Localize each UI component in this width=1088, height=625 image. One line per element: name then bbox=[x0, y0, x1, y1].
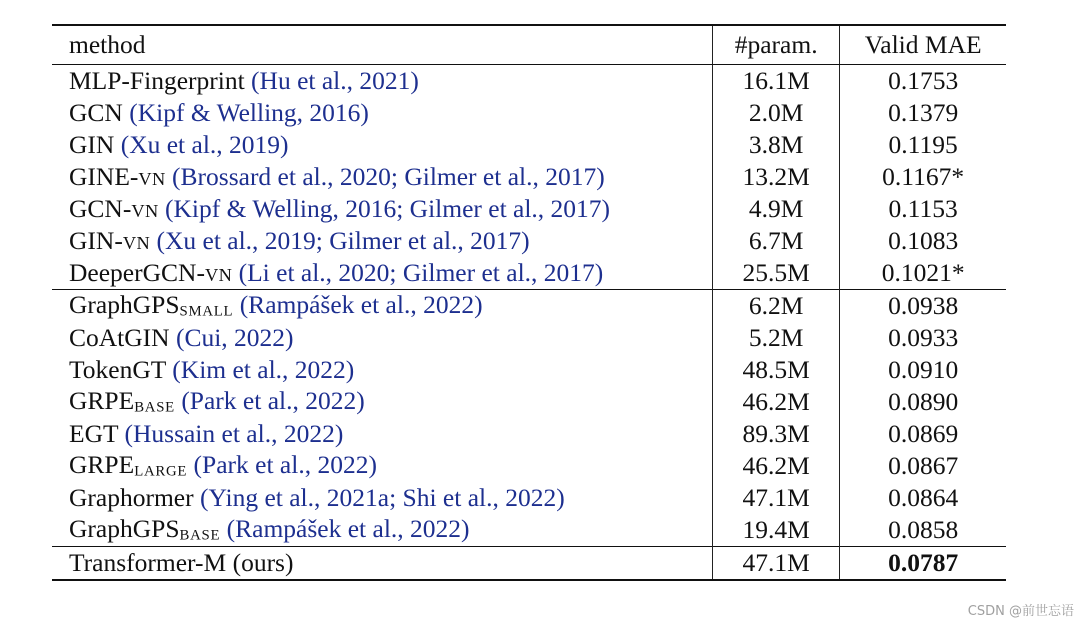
params-cell: 47.1M bbox=[713, 547, 840, 581]
method-cell bbox=[52, 322, 713, 354]
citation: (Brossard et al., 2020; Gilmer et al., 2017) bbox=[172, 162, 605, 192]
citation: (Kipf & Welling, 2016; Gilmer et al., 2017) bbox=[164, 194, 611, 224]
mae-cell-best: 0.0787 bbox=[840, 547, 1006, 581]
params-cell: 46.2M bbox=[713, 450, 840, 482]
table-row bbox=[52, 322, 1006, 354]
table-row bbox=[52, 65, 1006, 98]
table-row bbox=[52, 129, 1006, 161]
mae-cell: 0.0910 bbox=[840, 354, 1006, 386]
table-row-ours bbox=[52, 547, 1006, 581]
results-table bbox=[52, 24, 1006, 581]
method-name: MLP-Fingerprint bbox=[69, 66, 245, 96]
params-cell: 47.1M bbox=[713, 482, 840, 514]
method-cell bbox=[52, 386, 713, 418]
citation: (Li et al., 2020; Gilmer et al., 2017) bbox=[238, 258, 604, 288]
table-row bbox=[52, 450, 1006, 482]
method-cell bbox=[52, 161, 713, 193]
method-name: GraphGPS bbox=[69, 514, 180, 544]
method-cell bbox=[52, 129, 713, 161]
mae-cell: 0.0864 bbox=[840, 482, 1006, 514]
citation: (Hussain et al., 2022) bbox=[124, 419, 344, 449]
method-subscript: SMALL bbox=[179, 303, 234, 320]
citation: (Xu et al., 2019) bbox=[120, 130, 289, 160]
params-cell: 2.0M bbox=[713, 97, 840, 129]
mae-cell: 0.1379 bbox=[840, 97, 1006, 129]
mae-cell: 0.1195 bbox=[840, 129, 1006, 161]
params-cell: 5.2M bbox=[713, 322, 840, 354]
params-cell: 16.1M bbox=[713, 65, 840, 98]
method-name: GRPE bbox=[69, 450, 135, 480]
citation: (Park et al., 2022) bbox=[181, 386, 365, 416]
params-cell: 46.2M bbox=[713, 386, 840, 418]
method-suffix: VN bbox=[122, 233, 151, 254]
method-suffix: VN bbox=[138, 169, 166, 190]
method-subscript: LARGE bbox=[134, 463, 188, 480]
method-suffix: VN bbox=[204, 265, 233, 286]
mae-cell: 0.0858 bbox=[840, 514, 1006, 547]
params-cell: 6.2M bbox=[713, 290, 840, 323]
params-cell: 3.8M bbox=[713, 129, 840, 161]
mae-cell: 0.1167* bbox=[840, 161, 1006, 193]
results-table-container bbox=[52, 24, 1006, 581]
method-name: Transformer-M (ours) bbox=[69, 548, 294, 578]
table-row bbox=[52, 418, 1006, 450]
citation: (Xu et al., 2019; Gilmer et al., 2017) bbox=[156, 226, 530, 256]
method-suffix: VN bbox=[131, 201, 159, 222]
mae-cell: 0.0890 bbox=[840, 386, 1006, 418]
citation: (Cui, 2022) bbox=[175, 323, 294, 353]
mae-cell: 0.0867 bbox=[840, 450, 1006, 482]
method-cell bbox=[52, 65, 713, 98]
method-name: TokenGT bbox=[69, 355, 166, 385]
citation: (Kipf & Welling, 2016) bbox=[129, 98, 369, 128]
citation: (Kim et al., 2022) bbox=[172, 355, 355, 385]
method-name: GIN bbox=[69, 130, 115, 160]
citation: (Hu et al., 2021) bbox=[251, 66, 419, 96]
params-cell: 13.2M bbox=[713, 161, 840, 193]
method-name: GCN bbox=[69, 98, 123, 128]
mae-cell: 0.0938 bbox=[840, 290, 1006, 323]
header-mae: Valid MAE bbox=[840, 25, 1006, 65]
citation: (Ying et al., 2021a; Shi et al., 2022) bbox=[200, 483, 565, 513]
table-row bbox=[52, 225, 1006, 257]
header-row bbox=[52, 25, 1006, 65]
params-cell: 6.7M bbox=[713, 225, 840, 257]
method-cell bbox=[52, 193, 713, 225]
table-row bbox=[52, 290, 1006, 323]
method-name: GRPE bbox=[69, 386, 135, 416]
method-cell bbox=[52, 354, 713, 386]
method-name: EGT bbox=[69, 419, 119, 449]
method-cell bbox=[52, 257, 713, 290]
method-cell bbox=[52, 290, 713, 323]
mae-cell: 0.0933 bbox=[840, 322, 1006, 354]
table-row bbox=[52, 514, 1006, 547]
params-cell: 48.5M bbox=[713, 354, 840, 386]
table-row bbox=[52, 257, 1006, 290]
citation: (Rampášek et al., 2022) bbox=[239, 290, 483, 320]
params-cell: 4.9M bbox=[713, 193, 840, 225]
method-cell bbox=[52, 97, 713, 129]
header-params: #param. bbox=[713, 25, 840, 65]
method-cell bbox=[52, 418, 713, 450]
table-row bbox=[52, 97, 1006, 129]
params-cell: 19.4M bbox=[713, 514, 840, 547]
mae-cell: 0.1083 bbox=[840, 225, 1006, 257]
table-row bbox=[52, 386, 1006, 418]
method-cell bbox=[52, 514, 713, 547]
method-cell bbox=[52, 450, 713, 482]
mae-cell: 0.1021* bbox=[840, 257, 1006, 290]
method-name: CoAtGIN bbox=[69, 323, 170, 353]
method-name: GINE- bbox=[69, 162, 139, 192]
mae-cell: 0.0869 bbox=[840, 418, 1006, 450]
table-row bbox=[52, 161, 1006, 193]
method-name: GraphGPS bbox=[69, 290, 180, 320]
watermark: CSDN @前世忘语 bbox=[967, 604, 1074, 619]
method-name: GCN- bbox=[69, 194, 132, 224]
table-row bbox=[52, 354, 1006, 386]
method-subscript: BASE bbox=[134, 399, 175, 416]
mae-cell: 0.1153 bbox=[840, 193, 1006, 225]
method-name: Graphormer bbox=[69, 483, 194, 513]
params-cell: 89.3M bbox=[713, 418, 840, 450]
method-subscript: BASE bbox=[179, 527, 221, 544]
method-cell bbox=[52, 547, 713, 581]
method-cell bbox=[52, 225, 713, 257]
header-method: method bbox=[52, 25, 713, 65]
method-cell bbox=[52, 482, 713, 514]
mae-cell: 0.1753 bbox=[840, 65, 1006, 98]
citation: (Rampášek et al., 2022) bbox=[226, 514, 470, 544]
method-name: GIN- bbox=[69, 226, 123, 256]
table-row bbox=[52, 193, 1006, 225]
citation: (Park et al., 2022) bbox=[193, 450, 377, 480]
method-name: DeeperGCN- bbox=[69, 258, 205, 288]
table-row bbox=[52, 482, 1006, 514]
params-cell: 25.5M bbox=[713, 257, 840, 290]
